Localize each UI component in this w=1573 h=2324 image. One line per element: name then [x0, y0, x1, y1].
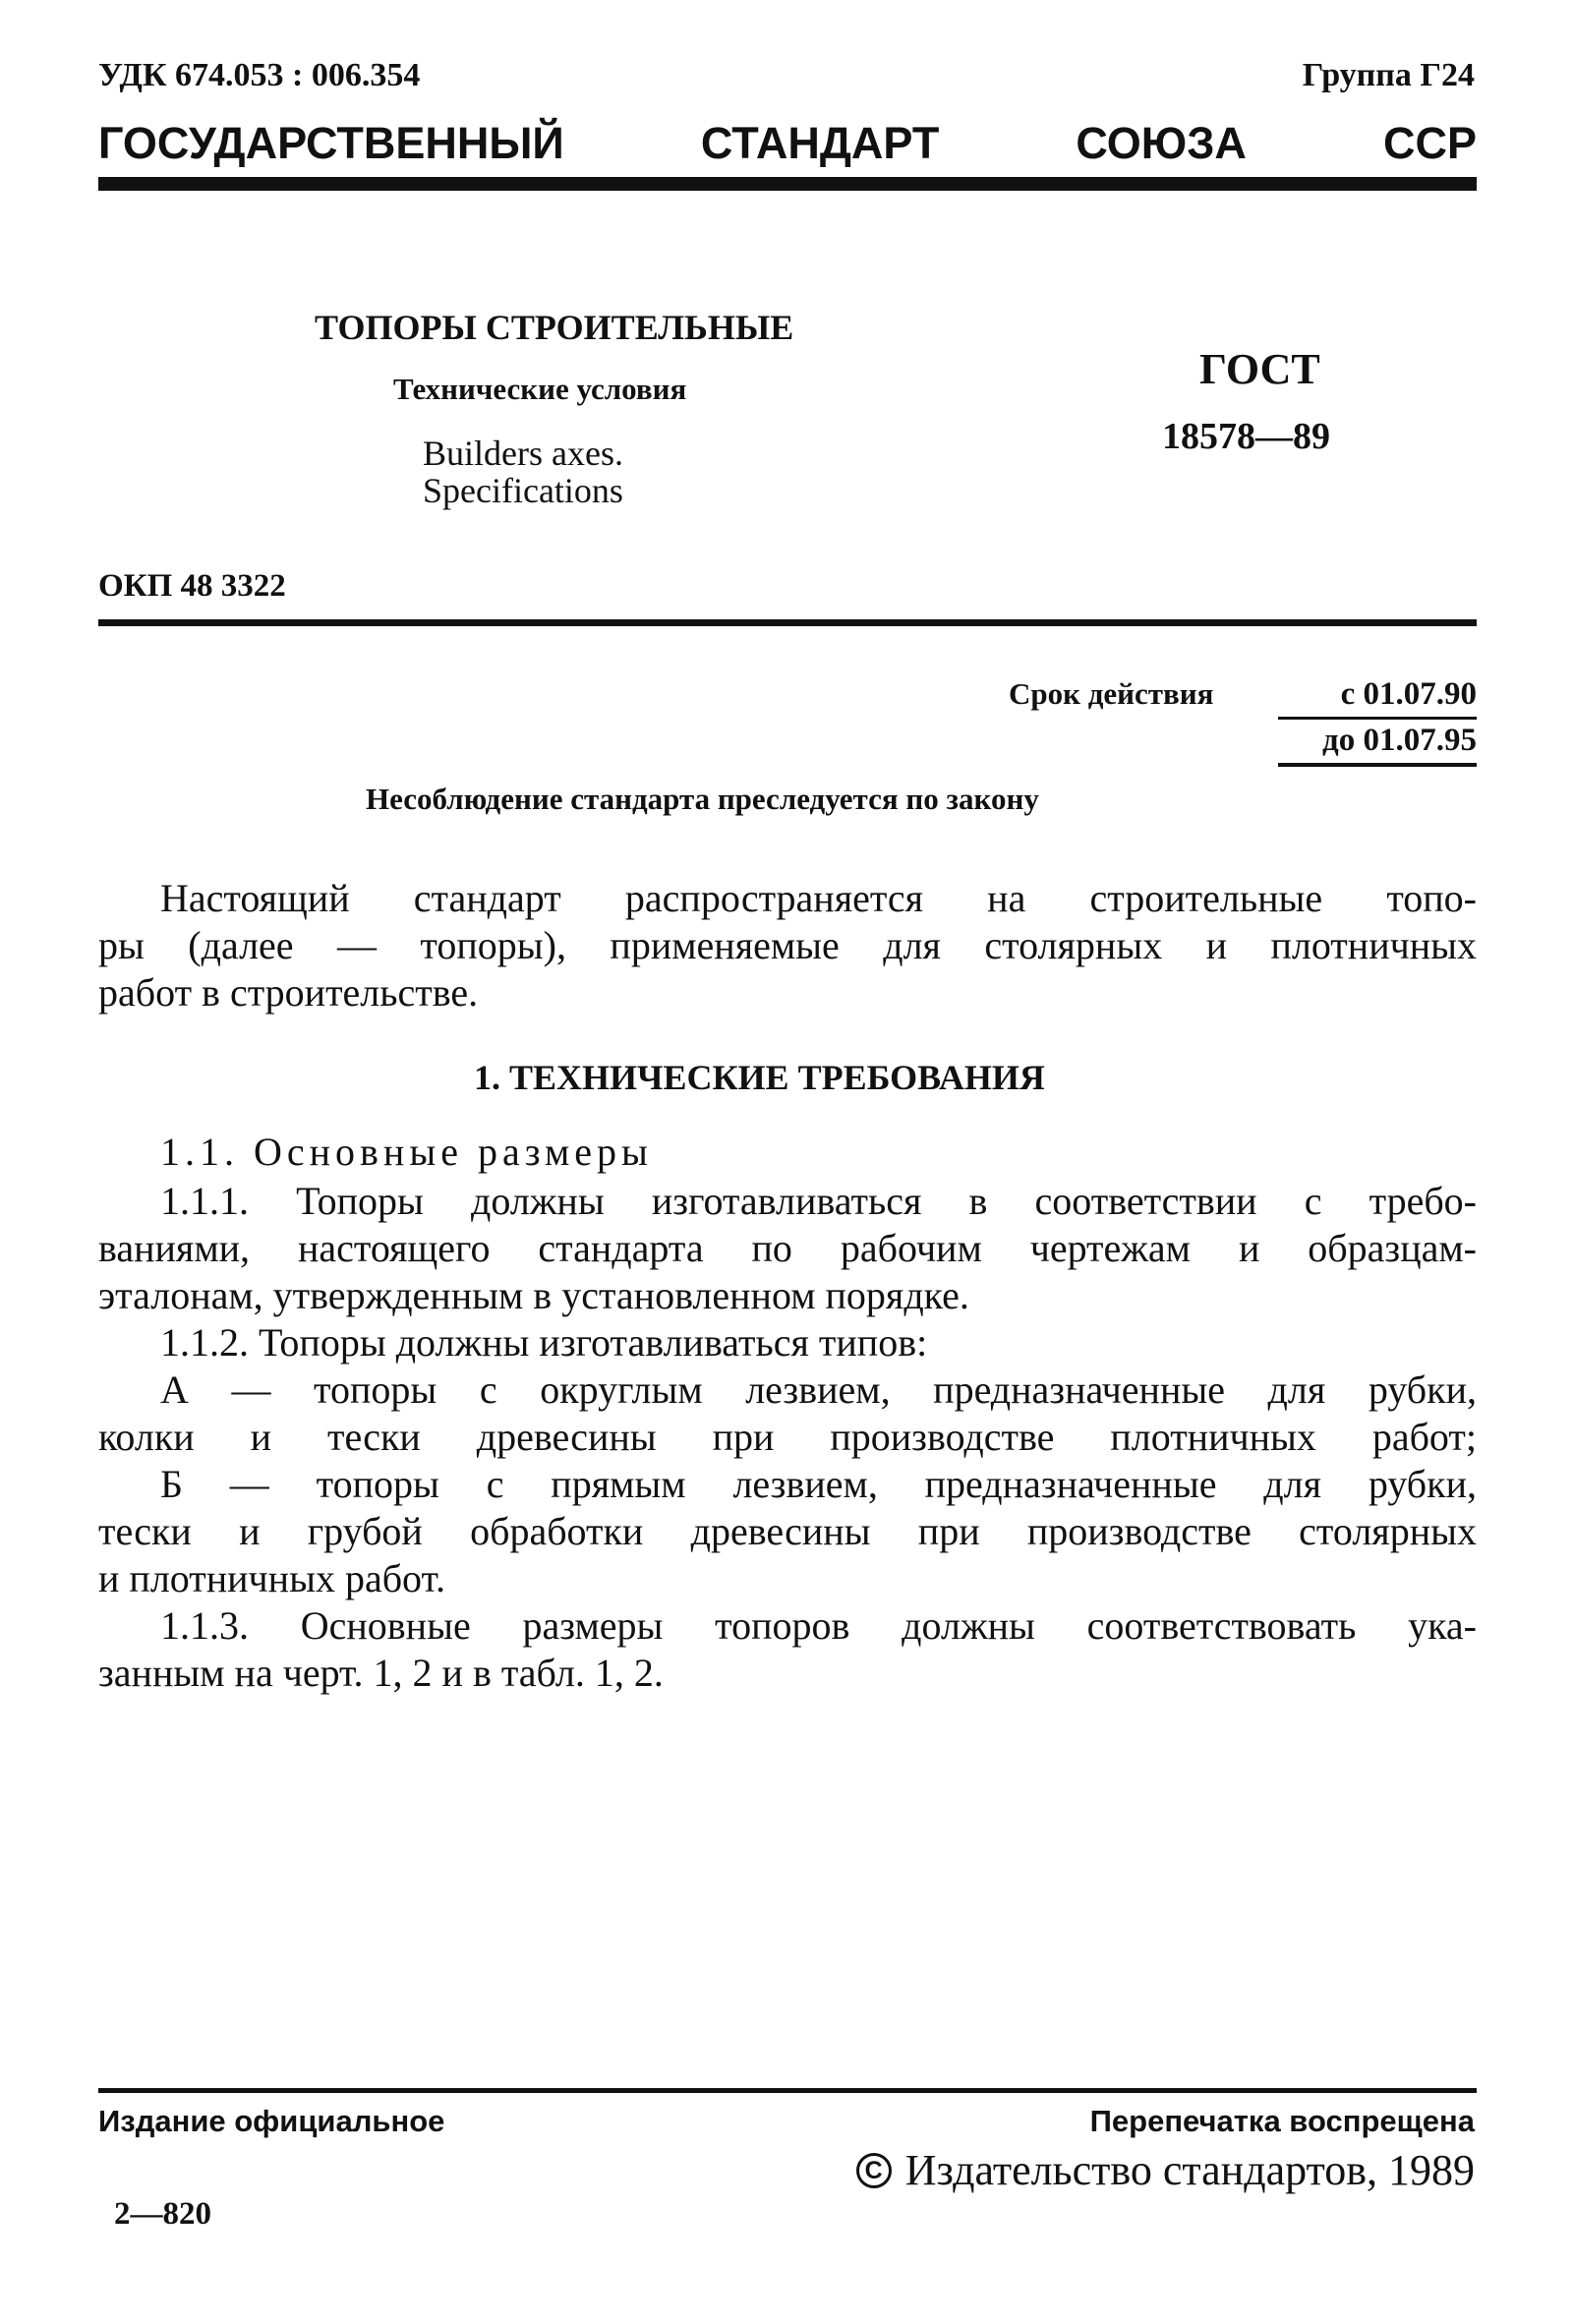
- reprint-notice: Перепечатка воспрещена: [1089, 2104, 1475, 2138]
- intro-line-3: работ в строительстве.: [98, 970, 479, 1015]
- title-en-line1: Builders axes.: [423, 434, 623, 473]
- copyright-icon: C: [856, 2153, 892, 2188]
- validity-underline-from: [1278, 717, 1477, 720]
- subtitle-ru: Технические условия: [393, 372, 687, 406]
- publisher-text: Издательство стандартов, 1989: [904, 2146, 1475, 2194]
- law-notice: Несоблюдение стандарта преследуется по закону: [366, 782, 1039, 816]
- publisher-line: [856, 2145, 1475, 2195]
- intro-line-1: Настоящий стандарт распространяется на строительные топо-: [160, 876, 1477, 920]
- validity-to: до 01.07.95: [1322, 723, 1477, 758]
- print-code: 2—820: [114, 2196, 211, 2232]
- p111-line-3: эталонам, утвержденным в установленном порядке.: [98, 1273, 969, 1317]
- group-code: Группа Г24: [1302, 57, 1475, 93]
- validity-underline-to: [1278, 763, 1477, 767]
- p113-line-1: 1.1.3. Основные размеры топоров должны соответствовать ука-: [160, 1603, 1477, 1648]
- typeA-line-2: колки и тески древесины при производстве плотничных работ;: [98, 1415, 1477, 1459]
- masthead: ГОСУДАРСТВЕННЫЙ СТАНДАРТ СОЮЗА ССР: [98, 118, 1477, 168]
- p111-line-2: ваниями, настоящего стандарта по рабочим чертежам и образцам-: [98, 1226, 1477, 1270]
- p112: 1.1.2. Топоры должны изготавливаться типов:: [160, 1320, 928, 1365]
- middle-rule: [98, 619, 1477, 626]
- p111-line-1: 1.1.1. Топоры должны изготавливаться в соответствии с требо-: [160, 1179, 1477, 1223]
- gost-label: ГОСТ: [1199, 345, 1320, 393]
- udk-code: УДК 674.053 : 006.354: [98, 57, 421, 93]
- validity-label: Срок действия: [1009, 676, 1214, 711]
- bottom-rule: [98, 2088, 1477, 2093]
- title-ru: ТОПОРЫ СТРОИТЕЛЬНЫЕ: [315, 308, 794, 347]
- section-title: 1. ТЕХНИЧЕСКИЕ ТРЕБОВАНИЯ: [474, 1058, 1045, 1097]
- gost-number: 18578—89: [1162, 416, 1330, 457]
- top-rule: [98, 177, 1477, 191]
- validity-from: с 01.07.90: [1340, 676, 1477, 712]
- title-en-line2: Specifications: [423, 471, 623, 510]
- edition-note: Издание официальное: [98, 2104, 445, 2138]
- typeB-line-3: и плотничных работ.: [98, 1556, 445, 1600]
- typeA-line-1: А — топоры с округлым лезвием, предназначенные для рубки,: [160, 1367, 1477, 1412]
- intro-line-2: ры (далее — топоры), применяемые для столярных и плотничных: [98, 923, 1477, 967]
- typeB-line-2: тески и грубой обработки древесины при производстве столярных: [98, 1509, 1477, 1553]
- okp-code: ОКП 48 3322: [98, 568, 286, 604]
- typeB-line-1: Б — топоры с прямым лезвием, предназначенные для рубки,: [160, 1462, 1477, 1506]
- subsection-title: 1.1. Основные размеры: [160, 1130, 653, 1174]
- p113-line-2: занным на черт. 1, 2 и в табл. 1, 2.: [98, 1651, 664, 1695]
